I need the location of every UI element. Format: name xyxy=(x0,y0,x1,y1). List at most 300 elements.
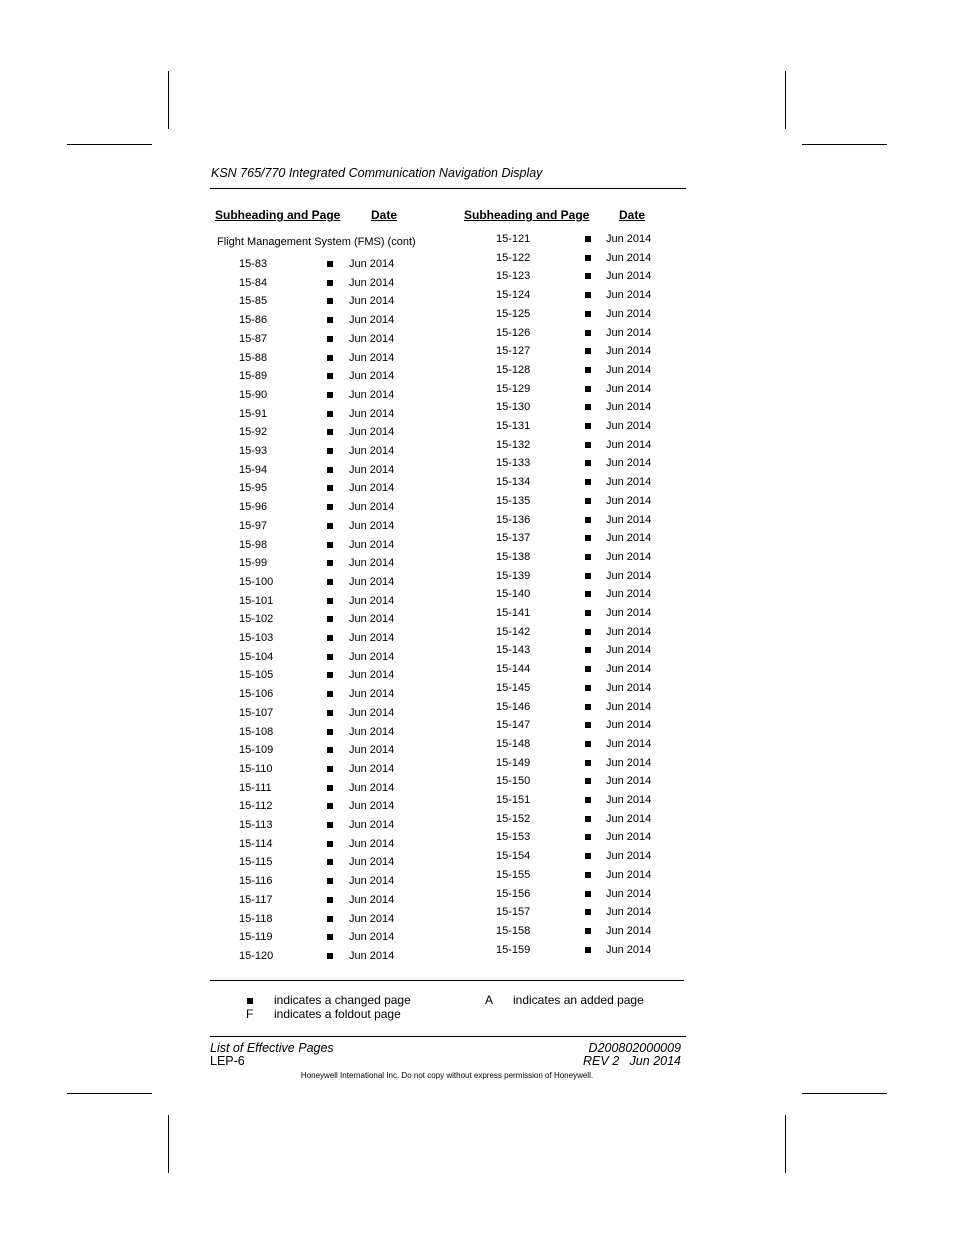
changed-marker-icon xyxy=(585,330,591,336)
page-number: 15-86 xyxy=(239,314,268,327)
page-number: 15-101 xyxy=(239,594,274,607)
changed-marker-icon xyxy=(327,504,333,510)
list-item xyxy=(239,444,439,458)
section-subheading: Flight Management System (FMS) (cont) xyxy=(217,236,416,248)
changed-marker-icon xyxy=(327,953,333,959)
list-item xyxy=(239,500,439,514)
page-number: 15-99 xyxy=(239,557,268,570)
page-number: 15-114 xyxy=(239,837,273,850)
list-item xyxy=(239,519,439,533)
page-number: 15-152 xyxy=(496,812,531,825)
page-date: Jun 2014 xyxy=(349,482,395,495)
page-number: 15-91 xyxy=(239,407,268,420)
list-item xyxy=(239,294,439,308)
list-item xyxy=(239,930,439,944)
page-number: 15-149 xyxy=(496,756,531,769)
page-date: Jun 2014 xyxy=(606,289,652,302)
page-date: Jun 2014 xyxy=(349,669,395,682)
changed-marker-icon xyxy=(585,647,591,653)
page-date: Jun 2014 xyxy=(606,831,652,844)
page-number: 15-90 xyxy=(239,388,268,401)
changed-marker-icon xyxy=(327,579,333,585)
page-date: Jun 2014 xyxy=(349,706,395,719)
list-item xyxy=(496,232,696,246)
legend-added-symbol: A xyxy=(485,993,494,1007)
page-number: 15-146 xyxy=(496,700,531,713)
page-number: 15-150 xyxy=(496,775,531,788)
page-number: 15-133 xyxy=(496,457,531,470)
legend-added-text: indicates an added page xyxy=(513,993,644,1007)
page-number: 15-131 xyxy=(496,420,531,432)
page-date: Jun 2014 xyxy=(349,463,395,476)
page-date: Jun 2014 xyxy=(606,719,652,732)
list-item xyxy=(239,706,439,720)
page-date: Jun 2014 xyxy=(606,625,652,638)
list-item xyxy=(239,855,439,869)
changed-marker-icon xyxy=(327,859,333,865)
changed-marker-icon xyxy=(327,841,333,847)
page-date: Jun 2014 xyxy=(349,332,395,345)
changed-marker-icon xyxy=(327,448,333,454)
list-item xyxy=(496,513,696,527)
changed-marker-icon xyxy=(585,479,591,485)
page-date: Jun 2014 xyxy=(606,457,652,470)
page-number: 15-135 xyxy=(496,494,531,507)
page-number: 15-123 xyxy=(496,270,531,283)
footer-page-number: LEP-6 xyxy=(210,1054,245,1068)
list-item xyxy=(239,425,439,439)
list-item xyxy=(496,400,696,414)
changed-marker-icon xyxy=(585,367,591,373)
list-item xyxy=(496,737,696,751)
page-number: 15-155 xyxy=(496,868,531,881)
page-date: Jun 2014 xyxy=(349,725,395,738)
list-item xyxy=(496,756,696,770)
crop-mark-top-right-horizontal xyxy=(802,144,887,145)
changed-marker-icon xyxy=(327,710,333,716)
page-date: Jun 2014 xyxy=(349,688,395,701)
changed-marker-icon xyxy=(327,654,333,660)
changed-marker-icon xyxy=(585,704,591,710)
page-number: 15-132 xyxy=(496,438,531,451)
page-number: 15-107 xyxy=(239,706,274,719)
page-number: 15-154 xyxy=(496,850,531,863)
page-date: Jun 2014 xyxy=(606,756,652,769)
changed-marker-icon xyxy=(327,616,333,622)
changed-marker-icon xyxy=(327,467,333,473)
list-item xyxy=(239,594,439,608)
list-item xyxy=(239,650,439,664)
page-date: Jun 2014 xyxy=(349,445,395,457)
changed-marker-icon xyxy=(327,635,333,641)
changed-marker-icon xyxy=(585,573,591,579)
changed-marker-icon xyxy=(327,392,333,398)
page-number: 15-105 xyxy=(239,669,274,682)
list-item xyxy=(239,893,439,907)
changed-marker-icon xyxy=(585,554,591,560)
list-item xyxy=(239,837,439,851)
page-date: Jun 2014 xyxy=(606,550,652,563)
list-item xyxy=(496,793,696,807)
changed-marker-icon xyxy=(327,429,333,435)
page-date: Jun 2014 xyxy=(606,382,652,395)
page-number: 15-136 xyxy=(496,513,531,526)
list-item xyxy=(239,313,439,327)
list-item xyxy=(496,288,696,302)
page-number: 15-113 xyxy=(239,819,273,831)
changed-marker-icon xyxy=(327,373,333,379)
page-number: 15-143 xyxy=(496,644,531,657)
list-item xyxy=(496,569,696,583)
list-item xyxy=(496,887,696,901)
list-item xyxy=(239,799,439,813)
page-date: Jun 2014 xyxy=(606,588,652,601)
page-date: Jun 2014 xyxy=(349,258,395,270)
footer-revision: REV 2 Jun 2014 xyxy=(583,1054,681,1068)
list-item xyxy=(496,494,696,508)
changed-marker-icon xyxy=(585,891,591,897)
page-date: Jun 2014 xyxy=(349,931,395,944)
page-date: Jun 2014 xyxy=(606,532,652,545)
legend-rule xyxy=(210,980,684,981)
changed-marker-icon xyxy=(327,485,333,491)
page-number: 15-98 xyxy=(239,538,268,551)
changed-marker-icon xyxy=(585,853,591,859)
page-date: Jun 2014 xyxy=(349,762,395,775)
list-item xyxy=(239,332,439,346)
page-number: 15-121 xyxy=(496,233,531,245)
crop-mark-top-right-vertical xyxy=(785,71,786,129)
list-item xyxy=(496,943,696,957)
page-number: 15-111 xyxy=(239,781,272,794)
page-number: 15-117 xyxy=(239,893,273,906)
list-item xyxy=(239,407,439,421)
changed-marker-icon xyxy=(585,610,591,616)
page-date: Jun 2014 xyxy=(349,314,395,327)
page-date: Jun 2014 xyxy=(606,850,652,863)
page-date: Jun 2014 xyxy=(349,407,395,420)
changed-marker-icon xyxy=(585,460,591,466)
page-number: 15-89 xyxy=(239,370,268,383)
list-item xyxy=(496,774,696,788)
page-date: Jun 2014 xyxy=(606,569,652,582)
changed-marker-icon xyxy=(327,803,333,809)
changed-marker-icon xyxy=(585,741,591,747)
crop-mark-bottom-left-vertical xyxy=(168,1115,169,1173)
changed-marker-icon xyxy=(585,591,591,597)
page-number: 15-110 xyxy=(239,762,273,775)
list-item xyxy=(496,382,696,396)
page-date: Jun 2014 xyxy=(606,737,652,750)
page-date: Jun 2014 xyxy=(349,949,395,962)
changed-marker-icon xyxy=(585,423,591,429)
list-item xyxy=(239,463,439,477)
left-subheading-header: Subheading and Page xyxy=(215,208,341,222)
page-number: 15-138 xyxy=(496,550,531,563)
page-number: 15-142 xyxy=(496,625,531,638)
list-item xyxy=(496,475,696,489)
page-date: Jun 2014 xyxy=(349,781,395,794)
list-item xyxy=(496,419,696,433)
changed-marker-icon xyxy=(327,766,333,772)
page-number: 15-122 xyxy=(496,251,531,264)
page-date: Jun 2014 xyxy=(349,837,395,850)
page-number: 15-83 xyxy=(239,258,268,270)
page-number: 15-119 xyxy=(239,931,273,944)
list-item xyxy=(496,643,696,657)
list-item xyxy=(496,438,696,452)
changed-marker-icon xyxy=(585,442,591,448)
page-date: Jun 2014 xyxy=(349,744,395,757)
page-date: Jun 2014 xyxy=(606,812,652,825)
page-number: 15-106 xyxy=(239,688,274,701)
list-item xyxy=(496,625,696,639)
crop-mark-bottom-left-horizontal xyxy=(67,1093,152,1094)
page-date: Jun 2014 xyxy=(349,800,395,813)
footer-section-name: List of Effective Pages xyxy=(210,1041,334,1055)
page-date: Jun 2014 xyxy=(606,494,652,507)
changed-marker-icon xyxy=(585,629,591,635)
page-date: Jun 2014 xyxy=(606,924,652,937)
changed-marker-icon xyxy=(327,897,333,903)
list-item xyxy=(496,868,696,882)
page-number: 15-140 xyxy=(496,588,531,601)
changed-marker-icon xyxy=(585,292,591,298)
changed-marker-icon xyxy=(585,348,591,354)
page-date: Jun 2014 xyxy=(349,501,395,514)
page-date: Jun 2014 xyxy=(606,794,652,806)
page-number: 15-116 xyxy=(239,875,273,888)
list-item xyxy=(496,269,696,283)
page-date: Jun 2014 xyxy=(606,233,652,245)
changed-marker-icon xyxy=(327,747,333,753)
list-item xyxy=(239,781,439,795)
right-date-header: Date xyxy=(619,208,646,222)
list-item xyxy=(496,662,696,676)
page-date: Jun 2014 xyxy=(349,912,395,925)
page-date: Jun 2014 xyxy=(349,557,395,570)
page-number: 15-153 xyxy=(496,831,531,844)
list-item xyxy=(239,762,439,776)
page-date: Jun 2014 xyxy=(349,276,395,289)
footer-copyright: Honeywell International Inc. Do not copy without express permission of Honeywell. xyxy=(300,1071,594,1080)
changed-marker-icon xyxy=(585,778,591,784)
list-item xyxy=(239,538,439,552)
changed-marker-icon xyxy=(585,872,591,878)
page-date: Jun 2014 xyxy=(606,326,652,339)
changed-marker-icon xyxy=(327,785,333,791)
list-item xyxy=(239,687,439,701)
page-number: 15-95 xyxy=(239,482,268,495)
changed-marker-icon xyxy=(585,909,591,915)
list-item xyxy=(496,587,696,601)
list-item xyxy=(239,912,439,926)
page-number: 15-97 xyxy=(239,519,268,532)
list-item xyxy=(239,369,439,383)
page-number: 15-128 xyxy=(496,363,531,376)
page-date: Jun 2014 xyxy=(606,868,652,881)
list-item xyxy=(496,718,696,732)
footer-rule xyxy=(210,1036,686,1037)
changed-marker-icon xyxy=(585,404,591,410)
changed-marker-icon xyxy=(585,535,591,541)
page-date: Jun 2014 xyxy=(349,575,395,588)
page-date: Jun 2014 xyxy=(606,607,652,619)
changed-marker-icon xyxy=(247,993,253,1007)
page-number: 15-109 xyxy=(239,744,274,757)
changed-marker-icon xyxy=(327,916,333,922)
page-number: 15-141 xyxy=(496,607,531,619)
page-number: 15-125 xyxy=(496,307,531,320)
page-number: 15-87 xyxy=(239,332,268,345)
header-rule xyxy=(210,188,686,189)
page-number: 15-137 xyxy=(496,532,531,545)
changed-marker-icon xyxy=(585,498,591,504)
list-item xyxy=(239,351,439,365)
changed-marker-icon xyxy=(585,255,591,261)
page-date: Jun 2014 xyxy=(606,438,652,451)
document-title: KSN 765/770 Integrated Communication Navigation Display xyxy=(211,166,543,180)
changed-marker-icon xyxy=(327,598,333,604)
page-number: 15-145 xyxy=(496,681,531,694)
changed-marker-icon xyxy=(585,928,591,934)
page-number: 15-144 xyxy=(496,663,531,676)
page-number: 15-158 xyxy=(496,924,531,937)
page-number: 15-139 xyxy=(496,569,531,582)
page-date: Jun 2014 xyxy=(606,943,652,956)
list-item xyxy=(496,456,696,470)
page-number: 15-118 xyxy=(239,912,273,925)
changed-marker-icon xyxy=(327,336,333,342)
list-item xyxy=(496,849,696,863)
footer-document-number: D200802000009 xyxy=(588,1041,681,1055)
page-number: 15-115 xyxy=(239,856,273,869)
crop-mark-top-left-vertical xyxy=(168,71,169,129)
list-item xyxy=(496,363,696,377)
list-item xyxy=(496,251,696,265)
page-date: Jun 2014 xyxy=(606,681,652,694)
page-date: Jun 2014 xyxy=(349,538,395,551)
page-number: 15-102 xyxy=(239,613,274,626)
changed-marker-icon xyxy=(327,261,333,267)
changed-marker-icon xyxy=(327,317,333,323)
changed-marker-icon xyxy=(585,947,591,953)
changed-marker-icon xyxy=(585,816,591,822)
changed-marker-icon xyxy=(327,542,333,548)
page-number: 15-94 xyxy=(239,463,268,476)
list-item xyxy=(239,631,439,645)
page-number: 15-147 xyxy=(496,719,531,732)
page-date: Jun 2014 xyxy=(606,663,652,676)
list-item xyxy=(239,276,439,290)
list-item xyxy=(239,481,439,495)
page-number: 15-108 xyxy=(239,725,274,738)
changed-marker-icon xyxy=(585,685,591,691)
changed-marker-icon xyxy=(327,934,333,940)
changed-marker-icon xyxy=(585,517,591,523)
changed-marker-icon xyxy=(585,236,591,242)
page-number: 15-127 xyxy=(496,345,531,358)
page-number: 15-151 xyxy=(496,794,531,806)
changed-marker-icon xyxy=(585,666,591,672)
crop-mark-bottom-right-horizontal xyxy=(802,1093,887,1094)
page-number: 15-112 xyxy=(239,800,273,813)
page-date: Jun 2014 xyxy=(606,476,652,489)
list-item xyxy=(239,743,439,757)
page-date: Jun 2014 xyxy=(606,251,652,264)
changed-marker-icon xyxy=(585,834,591,840)
list-item xyxy=(496,307,696,321)
page-date: Jun 2014 xyxy=(349,351,395,364)
page-date: Jun 2014 xyxy=(606,401,652,414)
changed-marker-icon xyxy=(327,280,333,286)
changed-marker-icon xyxy=(327,822,333,828)
page-date: Jun 2014 xyxy=(349,519,395,532)
page-date: Jun 2014 xyxy=(606,775,652,788)
page-number: 15-156 xyxy=(496,887,531,900)
list-item xyxy=(496,606,696,620)
page-date: Jun 2014 xyxy=(349,819,395,831)
page-date: Jun 2014 xyxy=(349,875,395,888)
page-date: Jun 2014 xyxy=(606,363,652,376)
page-date: Jun 2014 xyxy=(349,893,395,906)
list-item xyxy=(239,725,439,739)
page-number: 15-96 xyxy=(239,501,268,514)
page-number: 15-104 xyxy=(239,650,274,663)
left-date-header: Date xyxy=(371,208,398,222)
list-item xyxy=(239,949,439,963)
changed-marker-icon xyxy=(327,355,333,361)
page-number: 15-159 xyxy=(496,943,531,956)
page-date: Jun 2014 xyxy=(349,295,395,308)
page-number: 15-85 xyxy=(239,295,268,308)
page-number: 15-92 xyxy=(239,426,268,439)
page-date: Jun 2014 xyxy=(606,644,652,657)
crop-mark-bottom-right-vertical xyxy=(785,1115,786,1173)
list-item xyxy=(239,668,439,682)
page-date: Jun 2014 xyxy=(349,370,395,383)
list-item xyxy=(496,326,696,340)
page-number: 15-148 xyxy=(496,737,531,750)
legend-changed-text: indicates a changed page xyxy=(274,993,411,1007)
list-item xyxy=(496,924,696,938)
list-item xyxy=(239,388,439,402)
changed-marker-icon xyxy=(327,691,333,697)
changed-marker-icon xyxy=(585,311,591,317)
page-number: 15-124 xyxy=(496,289,531,302)
changed-marker-icon xyxy=(327,560,333,566)
list-item xyxy=(496,830,696,844)
changed-marker-icon xyxy=(585,386,591,392)
legend-foldout-text: indicates a foldout page xyxy=(274,1007,401,1021)
list-item xyxy=(239,874,439,888)
changed-marker-icon xyxy=(327,672,333,678)
right-subheading-header: Subheading and Page xyxy=(464,208,590,222)
list-item xyxy=(239,257,439,271)
page-date: Jun 2014 xyxy=(349,594,395,607)
changed-marker-icon xyxy=(327,878,333,884)
page-date: Jun 2014 xyxy=(606,700,652,713)
changed-marker-icon xyxy=(327,729,333,735)
changed-marker-icon xyxy=(585,797,591,803)
page-number: 15-126 xyxy=(496,326,531,339)
page-number: 15-157 xyxy=(496,906,531,919)
page-number: 15-88 xyxy=(239,351,268,364)
list-item xyxy=(496,531,696,545)
page-date: Jun 2014 xyxy=(349,632,395,644)
page-number: 15-129 xyxy=(496,382,531,395)
page-date: Jun 2014 xyxy=(349,856,395,869)
